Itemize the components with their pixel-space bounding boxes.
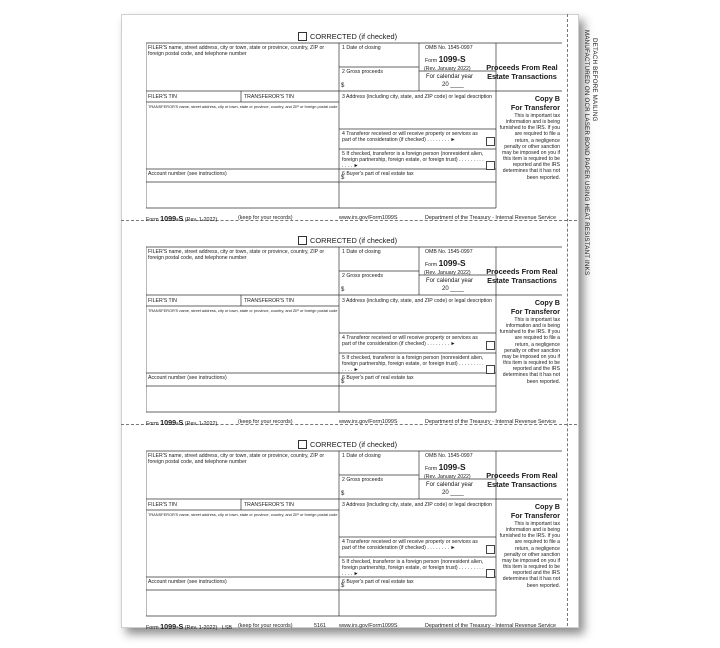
form-prefix: Form <box>425 466 438 472</box>
form-number-block <box>425 464 466 472</box>
box6-dollar: $ <box>341 379 345 385</box>
important-notice: This is important tax information and is being furnished to the IRS. If you are required to file a return, a negligence penalty or other sanction may be imposed on you if this item is required to be reported and the IRS determines that it has not been reported. <box>499 521 560 589</box>
filer-tin-label: FILER'S TIN <box>148 94 177 100</box>
omb-number: OMB No. 1545-0997 <box>425 249 473 255</box>
box1-date-of-closing-label: 1 Date of closing <box>342 249 381 255</box>
box2-gross-proceeds-label: 2 Gross proceeds <box>342 477 383 483</box>
form-number: 1099-S <box>438 54 466 64</box>
box1-date-of-closing-label: 1 Date of closing <box>342 45 381 51</box>
footer-num: 5161 <box>314 623 326 629</box>
side-margin-text <box>582 30 598 280</box>
footer-code: LSB <box>221 625 233 631</box>
form-number-block <box>425 260 466 268</box>
footer-revision: (Rev. 1-2022) <box>184 625 218 631</box>
footer-keep: (keep for your records) <box>238 215 293 221</box>
box5-label: 5 If checked, transferor is a foreign person (nonresident alien, foreign partnership, foreign estate, or foreign trust) . . . . . . . . . . . . . ► <box>342 151 484 169</box>
box3-address-label: 3 Address (including city, state, and ZIP code) or legal description <box>342 298 493 304</box>
filer-name-label: FILER'S name, street address, city or town, state or province, country, ZIP or foreign postal code, and telephone number <box>148 453 325 465</box>
revision-date: (Rev. January 2022) <box>424 474 471 480</box>
revision-date: (Rev. January 2022) <box>424 66 471 72</box>
filer-tin-label: FILER'S TIN <box>148 298 177 304</box>
box5-checkbox[interactable] <box>486 161 495 170</box>
transferor-tin-label: TRANSFEROR'S TIN <box>244 502 294 508</box>
footer-form-prefix: Form <box>146 217 159 223</box>
box6-label: 6 Buyer's part of real estate tax <box>342 171 414 177</box>
footer-form <box>146 214 220 223</box>
copy-label: Copy B <box>534 94 560 103</box>
transferor-name-label: TRANSFEROR'S name, street address, city or town, state or province, country, and ZIP or foreign postal code <box>148 512 338 517</box>
detach-perforation <box>567 14 568 626</box>
footer-revision: (Rev. 1-2022) <box>184 217 218 223</box>
form-title: Proceeds From Real Estate Transactions <box>486 471 558 489</box>
box2-dollar: $ <box>341 83 345 89</box>
box2-gross-proceeds-label: 2 Gross proceeds <box>342 273 383 279</box>
box3-address-label: 3 Address (including city, state, and ZIP code) or legal description <box>342 502 493 508</box>
copy-for-label: For Transferor <box>510 103 560 112</box>
box5-checkbox[interactable] <box>486 569 495 578</box>
footer-form <box>146 418 220 427</box>
form-number: 1099-S <box>438 462 466 472</box>
copy-label: Copy B <box>534 502 560 511</box>
corrected-label: CORRECTED (if checked) <box>310 236 398 245</box>
box4-label: 4 Transferor received or will receive property or services as part of the consideration (if checked) . . . . . . . . ► <box>342 131 478 143</box>
form-prefix: Form <box>425 262 438 268</box>
box2-gross-proceeds-label: 2 Gross proceeds <box>342 69 383 75</box>
account-number-label: Account number (see instructions) <box>148 579 227 585</box>
copy-label: Copy B <box>534 298 560 307</box>
box6-label: 6 Buyer's part of real estate tax <box>342 579 414 585</box>
box1-date-of-closing-label: 1 Date of closing <box>342 453 381 459</box>
transferor-name-label: TRANSFEROR'S name, street address, city or town, state or province, country, and ZIP or foreign postal code <box>148 308 338 313</box>
account-number-label: Account number (see instructions) <box>148 375 227 381</box>
calendar-year-label: For calendar year <box>426 482 474 488</box>
corrected-checkbox-row <box>298 440 397 449</box>
form-copy <box>146 236 562 427</box>
box3-address-label: 3 Address (including city, state, and ZIP code) or legal description <box>342 94 493 100</box>
form-prefix: Form <box>425 58 438 64</box>
footer-url: www.irs.gov/Form1099S <box>339 623 398 629</box>
detach-notice: DETACH BEFORE MAILING <box>591 38 598 122</box>
important-notice: This is important tax information and is being furnished to the IRS. If you are required to file a return, a negligence penalty or other sanction may be imposed on you if this item is required to be reported and the IRS determines that it has not been reported. <box>499 317 560 385</box>
form-copy <box>146 440 562 631</box>
copy-for-label: For Transferor <box>510 511 560 520</box>
footer-form-prefix: Form <box>146 625 159 631</box>
calendar-year-label: For calendar year <box>426 74 474 80</box>
calendar-year-field[interactable]: 20 ____ <box>442 490 464 496</box>
copy-for-label: For Transferor <box>510 307 560 316</box>
footer-department: Department of the Treasury - Internal Revenue Service <box>425 419 556 425</box>
corrected-label: CORRECTED (if checked) <box>310 32 398 41</box>
filer-tin-label: FILER'S TIN <box>148 502 177 508</box>
corrected-checkbox-row <box>298 32 397 41</box>
account-number-label: Account number (see instructions) <box>148 171 227 177</box>
footer-keep: (keep for your records) <box>238 419 293 425</box>
footer-revision: (Rev. 1-2022) <box>184 421 218 427</box>
omb-number: OMB No. 1545-0997 <box>425 453 473 459</box>
footer-form-number: 1099-S <box>160 622 184 631</box>
corrected-checkbox[interactable] <box>298 440 307 449</box>
omb-number: OMB No. 1545-0997 <box>425 45 473 51</box>
box6-dollar: $ <box>341 583 345 589</box>
box4-checkbox[interactable] <box>486 545 495 554</box>
form-number: 1099-S <box>438 258 466 268</box>
footer-url: www.irs.gov/Form1099S <box>339 419 398 425</box>
calendar-year-label: For calendar year <box>426 278 474 284</box>
filer-name-label: FILER'S name, street address, city or town, state or province, country, ZIP or foreign postal code, and telephone number <box>148 45 325 57</box>
corrected-label: CORRECTED (if checked) <box>310 440 398 449</box>
form-copy <box>146 32 562 223</box>
box4-checkbox[interactable] <box>486 341 495 350</box>
revision-date: (Rev. January 2022) <box>424 270 471 276</box>
footer-form-number: 1099-S <box>160 418 184 427</box>
form-title: Proceeds From Real Estate Transactions <box>486 267 558 285</box>
box4-checkbox[interactable] <box>486 137 495 146</box>
calendar-year-field[interactable]: 20 ____ <box>442 286 464 292</box>
box6-label: 6 Buyer's part of real estate tax <box>342 375 414 381</box>
corrected-checkbox[interactable] <box>298 236 307 245</box>
footer-keep: (keep for your records) <box>238 623 293 629</box>
important-notice: This is important tax information and is being furnished to the IRS. If you are required to file a return, a negligence penalty or other sanction may be imposed on you if this item is required to be reported and the IRS determines that it has not been reported. <box>499 113 560 181</box>
footer-form-number: 1099-S <box>160 214 184 223</box>
box5-label: 5 If checked, transferor is a foreign person (nonresident alien, foreign partnership, foreign estate, or foreign trust) . . . . . . . . . . . . . ► <box>342 355 484 373</box>
calendar-year-field[interactable]: 20 ____ <box>442 82 464 88</box>
corrected-checkbox[interactable] <box>298 32 307 41</box>
box2-dollar: $ <box>341 287 345 293</box>
paper-notice: MANUFACTURED ON OCR LASER BOND PAPER USING HEAT RESISTANT INKS <box>583 30 590 276</box>
transferor-tin-label: TRANSFEROR'S TIN <box>244 94 294 100</box>
corrected-checkbox-row <box>298 236 397 245</box>
box5-checkbox[interactable] <box>486 365 495 374</box>
box2-dollar: $ <box>341 491 345 497</box>
form-title: Proceeds From Real Estate Transactions <box>486 63 558 81</box>
box4-label: 4 Transferor received or will receive property or services as part of the consideration (if checked) . . . . . . . . ► <box>342 539 478 551</box>
box4-label: 4 Transferor received or will receive property or services as part of the consideration (if checked) . . . . . . . . ► <box>342 335 478 347</box>
filer-name-label: FILER'S name, street address, city or town, state or province, country, ZIP or foreign postal code, and telephone number <box>148 249 325 261</box>
footer-form <box>146 622 232 631</box>
footer-department: Department of the Treasury - Internal Revenue Service <box>425 623 556 629</box>
transferor-tin-label: TRANSFEROR'S TIN <box>244 298 294 304</box>
form-number-block <box>425 56 466 64</box>
footer-form-prefix: Form <box>146 421 159 427</box>
transferor-name-label: TRANSFEROR'S name, street address, city or town, state or province, country, and ZIP or foreign postal code <box>148 104 338 109</box>
footer-department: Department of the Treasury - Internal Revenue Service <box>425 215 556 221</box>
box6-dollar: $ <box>341 175 345 181</box>
footer-url: www.irs.gov/Form1099S <box>339 215 398 221</box>
box5-label: 5 If checked, transferor is a foreign person (nonresident alien, foreign partnership, foreign estate, or foreign trust) . . . . . . . . . . . . . ► <box>342 559 484 577</box>
